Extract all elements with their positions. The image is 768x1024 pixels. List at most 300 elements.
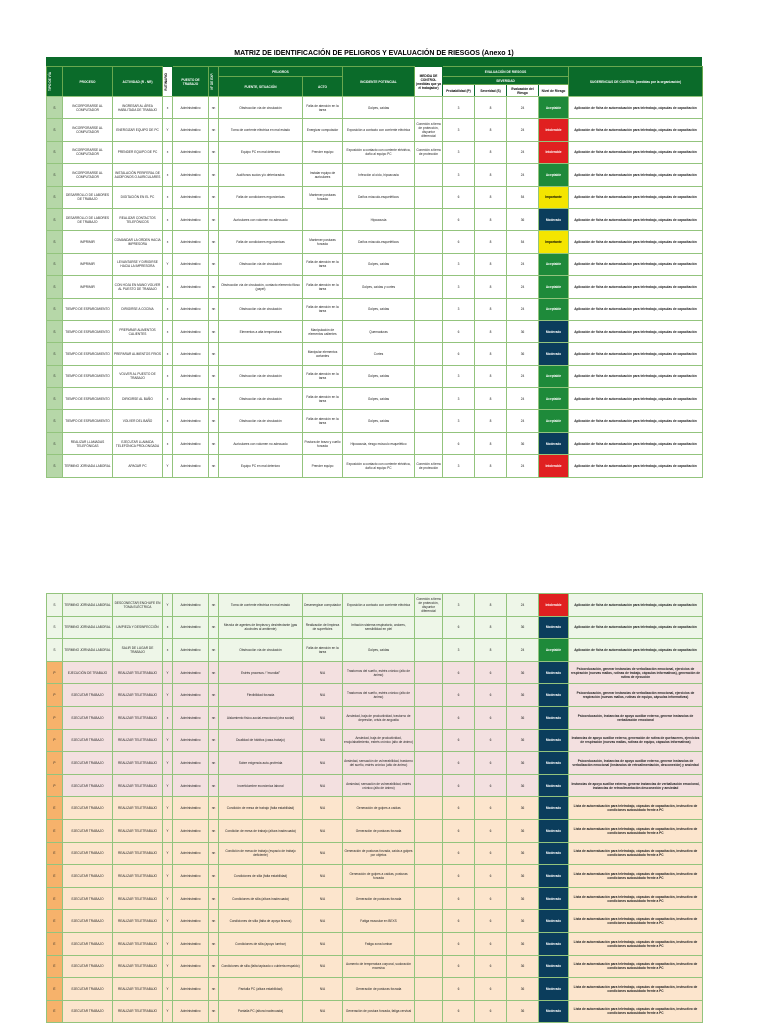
tipo-cell: E xyxy=(47,865,63,888)
nivel-riesgo-cell: Intolerable xyxy=(539,455,569,477)
acto-cell: N/A xyxy=(303,955,343,978)
medida-cell xyxy=(415,164,443,186)
nivel-riesgo-cell: Aceptable xyxy=(539,410,569,432)
proceso-cell: INCORPORARSE AL COMPUTADOR xyxy=(63,141,113,163)
evaluacion-cell: 36 xyxy=(507,955,539,978)
medida-cell xyxy=(415,865,443,888)
severidad-cell: 8 xyxy=(475,253,507,275)
table-row xyxy=(47,932,703,955)
medida-cell xyxy=(415,706,443,729)
puesto-cell: Administrativo xyxy=(173,141,209,163)
proceso-cell: EJECUTAR TRABAJO xyxy=(63,842,113,865)
medida-cell xyxy=(415,388,443,410)
rutinario-cell: x xyxy=(163,97,173,119)
proceso-cell: EJECUTAR TRABAJO xyxy=(63,910,113,933)
probabilidad-cell: 6 xyxy=(443,819,475,842)
incidente-cell: Quemaduras xyxy=(343,320,415,342)
probabilidad-cell: 3 xyxy=(443,298,475,320)
nivel-riesgo-cell: Moderado xyxy=(539,978,569,1001)
evaluacion-cell: 36 xyxy=(507,706,539,729)
severidad-cell: 8 xyxy=(475,231,507,253)
probabilidad-cell: 6 xyxy=(443,186,475,208)
page-title: MATRIZ DE IDENTIFICACIÓN DE PELIGROS Y EVALUACIÓN DE RIESGOS (Anexo 1) xyxy=(234,50,514,57)
n-exp-cell: nn xyxy=(209,141,219,163)
sugerencia-cell: Aplicación de ficha de autoevaluación para teletrabajo, cápsulas de capacitación xyxy=(569,410,703,432)
medida-cell xyxy=(415,410,443,432)
table-row xyxy=(47,842,703,865)
proceso-cell: TERMINO JORNADA LABORAL xyxy=(63,455,113,477)
n-exp-cell: nn xyxy=(209,253,219,275)
nivel-riesgo-cell: Aceptable xyxy=(539,276,569,298)
probabilidad-cell: 3 xyxy=(443,594,475,617)
probabilidad-cell: 6 xyxy=(443,955,475,978)
evaluacion-cell: 24 xyxy=(507,97,539,119)
proceso-cell: DESARROLLO DE LABORES DE TRABAJO xyxy=(63,208,113,230)
incidente-cell: Golpes, caídas xyxy=(343,298,415,320)
medida-cell xyxy=(415,887,443,910)
tipo-cell: S xyxy=(47,164,63,186)
medida-cell xyxy=(415,186,443,208)
evaluacion-cell: 36 xyxy=(507,819,539,842)
proceso-cell: TIEMPO DE ESPARCIMIENTO xyxy=(63,320,113,342)
risk-table-page-2 xyxy=(46,593,703,1023)
acto-cell: Instalar equipo de auriculares xyxy=(303,164,343,186)
nivel-riesgo-cell: Importante xyxy=(539,231,569,253)
header-eval-riesgo: Evaluación del Riesgo xyxy=(507,85,539,97)
fuente-cell: Obstrucción vía de circulación xyxy=(219,388,303,410)
table-row xyxy=(47,684,703,707)
probabilidad-cell: 6 xyxy=(443,706,475,729)
fuente-cell: Flexibilidad forzada xyxy=(219,684,303,707)
n-exp-cell: nn xyxy=(209,164,219,186)
puesto-cell: Administrativo xyxy=(173,119,209,141)
nivel-riesgo-cell: Aceptable xyxy=(539,298,569,320)
sugerencia-cell: Aplicación de ficha de autoevaluación para teletrabajo, cápsulas de capacitación xyxy=(569,276,703,298)
header-evaluacion: EVALUACIÓN DE RIESGOS xyxy=(443,67,569,77)
tipo-cell: E xyxy=(47,1000,63,1023)
table-row xyxy=(47,1000,703,1023)
n-exp-cell: nn xyxy=(209,320,219,342)
severidad-cell: 8 xyxy=(475,208,507,230)
incidente-cell: Fatiga zona lumbar xyxy=(343,932,415,955)
puesto-cell: Administrativo xyxy=(173,661,209,684)
table-row xyxy=(47,97,703,119)
nivel-riesgo-cell: Aceptable xyxy=(539,639,569,662)
header-probabilidad: Probabilidad (P) xyxy=(443,85,475,97)
medida-cell xyxy=(415,797,443,820)
acto-cell: N/A xyxy=(303,661,343,684)
evaluacion-cell: 36 xyxy=(507,729,539,752)
n-exp-cell: nn xyxy=(209,186,219,208)
nivel-riesgo-cell: Moderado xyxy=(539,684,569,707)
actividad-cell: DESCONECTAR ENCHUFE EN TOMA ELÉCTRICA xyxy=(113,594,163,617)
acto-cell: N/A xyxy=(303,887,343,910)
actividad-cell: CON HOJA EN MANO VOLVER AL PUESTO DE TRABAJO xyxy=(113,276,163,298)
medida-cell xyxy=(415,639,443,662)
acto-cell: Mantener posturas forzada xyxy=(303,231,343,253)
probabilidad-cell: 6 xyxy=(443,616,475,639)
sugerencia-cell: Aplicación de ficha de autoevaluación para teletrabajo, cápsulas de capacitación xyxy=(569,231,703,253)
puesto-cell: Administrativo xyxy=(173,819,209,842)
n-exp-cell: nn xyxy=(209,752,219,775)
table-row xyxy=(47,729,703,752)
n-exp-cell: nn xyxy=(209,910,219,933)
probabilidad-cell: 6 xyxy=(443,797,475,820)
incidente-cell: Generación de posturas forzada xyxy=(343,819,415,842)
actividad-cell: PRENDER EQUIPO DE PC xyxy=(113,141,163,163)
n-exp-cell: nn xyxy=(209,684,219,707)
probabilidad-cell: 6 xyxy=(443,684,475,707)
table-row xyxy=(47,910,703,933)
evaluacion-cell: 24 xyxy=(507,141,539,163)
fuente-cell: Equipo PC en mal deterioro xyxy=(219,141,303,163)
proceso-cell: TIEMPO DE ESPARCIMIENTO xyxy=(63,298,113,320)
n-exp-cell: nn xyxy=(209,1000,219,1023)
table-row xyxy=(47,141,703,163)
evaluacion-cell: 36 xyxy=(507,865,539,888)
header-sev-col: Severidad (S) xyxy=(475,85,507,97)
actividad-cell: REALIZAR TELETRABAJO xyxy=(113,819,163,842)
acto-cell xyxy=(303,208,343,230)
header-puesto: PUESTO DE TRABAJO xyxy=(173,67,209,97)
proceso-cell: INCORPORARSE AL COMPUTADOR xyxy=(63,164,113,186)
fuente-cell: Mezcla de agentes de limpieza y desinfectante (gas alcoholes al ambiente) xyxy=(219,616,303,639)
fuente-cell: Obstrucción vía de circulación xyxy=(219,410,303,432)
medida-cell xyxy=(415,343,443,365)
rutinario-cell: x xyxy=(163,343,173,365)
nivel-riesgo-cell: Moderado xyxy=(539,706,569,729)
nivel-riesgo-cell: Intolerable xyxy=(539,119,569,141)
table-row xyxy=(47,231,703,253)
evaluacion-cell: 24 xyxy=(507,253,539,275)
actividad-cell: REALIZAR TELETRABAJO xyxy=(113,910,163,933)
table-row xyxy=(47,253,703,275)
tipo-cell: S xyxy=(47,186,63,208)
severidad-cell: 8 xyxy=(475,298,507,320)
evaluacion-cell: 36 xyxy=(507,978,539,1001)
tipo-cell: E xyxy=(47,842,63,865)
probabilidad-cell: 3 xyxy=(443,253,475,275)
probabilidad-cell: 6 xyxy=(443,910,475,933)
nivel-riesgo-cell: Moderado xyxy=(539,661,569,684)
actividad-cell: REALIZAR TELETRABAJO xyxy=(113,661,163,684)
fuente-cell: Obstrucción vía de circulación xyxy=(219,298,303,320)
nivel-riesgo-cell: Moderado xyxy=(539,932,569,955)
sugerencia-cell: Aplicación de ficha de autoevaluación para teletrabajo, cápsulas de capacitación xyxy=(569,388,703,410)
nivel-riesgo-cell: Moderado xyxy=(539,752,569,775)
n-exp-cell: nn xyxy=(209,797,219,820)
sugerencia-cell: Lista de autoevaluación para teletrabajo, cápsulas de capacitación, instructivo de condiciones autocuidado frente a PC xyxy=(569,932,703,955)
nivel-riesgo-cell: Intolerable xyxy=(539,594,569,617)
severidad-cell: 8 xyxy=(475,639,507,662)
tipo-cell: E xyxy=(47,819,63,842)
actividad-cell: VOLVER DEL BAÑO xyxy=(113,410,163,432)
incidente-cell: Exposición a contacto con corriente eléctrica xyxy=(343,594,415,617)
medida-cell xyxy=(415,661,443,684)
proceso-cell: EJECUTAR TRABAJO xyxy=(63,774,113,797)
actividad-cell: REALIZAR TELETRABAJO xyxy=(113,706,163,729)
evaluacion-cell: 24 xyxy=(507,365,539,387)
puesto-cell: Administrativo xyxy=(173,774,209,797)
severidad-cell: 8 xyxy=(475,164,507,186)
medida-cell xyxy=(415,253,443,275)
medida-cell: Conexión a tierra de protección xyxy=(415,455,443,477)
acto-cell: N/A xyxy=(303,706,343,729)
actividad-cell: DIRIGIRSE A COCINA xyxy=(113,298,163,320)
sugerencia-cell: Aplicación de ficha de autoevaluación para teletrabajo, cápsulas de capacitación xyxy=(569,141,703,163)
proceso-cell: EJECUTAR TRABAJO xyxy=(63,819,113,842)
sugerencia-cell: Psicoeducación, Instancias de apoyo auxiliar externo, generar instancias de verbalización emocional (instancias de retroalimentación, desconexión) y ansiedad xyxy=(569,752,703,775)
fuente-cell: Condiciones de silla (falta de apoya brazos) xyxy=(219,910,303,933)
fuente-cell xyxy=(219,343,303,365)
proceso-cell: DESARROLLO DE LABORES DE TRABAJO xyxy=(63,186,113,208)
probabilidad-cell: 6 xyxy=(443,320,475,342)
severidad-cell: 6 xyxy=(475,842,507,865)
actividad-cell: REALIZAR TELETRABAJO xyxy=(113,955,163,978)
table-row xyxy=(47,388,703,410)
severidad-cell: 8 xyxy=(475,186,507,208)
incidente-cell: Hipoacusia xyxy=(343,208,415,230)
puesto-cell: Administrativo xyxy=(173,887,209,910)
n-exp-cell: nn xyxy=(209,455,219,477)
proceso-cell: TIEMPO DE ESPARCIMIENTO xyxy=(63,365,113,387)
probabilidad-cell: 6 xyxy=(443,774,475,797)
acto-cell: Energizar computador xyxy=(303,119,343,141)
severidad-cell: 6 xyxy=(475,819,507,842)
probabilidad-cell: 6 xyxy=(443,1000,475,1023)
fuente-cell: Condiciones de silla (falta estabilidad) xyxy=(219,865,303,888)
rutinario-cell: x xyxy=(163,432,173,454)
incidente-cell: Trastornos del sueño, estrés crónico (alto de ánimo) xyxy=(343,684,415,707)
severidad-cell: 8 xyxy=(475,320,507,342)
proceso-cell: EJECUTAR TRABAJO xyxy=(63,932,113,955)
acto-cell: N/A xyxy=(303,910,343,933)
n-exp-cell: nn xyxy=(209,231,219,253)
rutinario-cell: Y xyxy=(163,887,173,910)
n-exp-cell: nn xyxy=(209,432,219,454)
medida-cell xyxy=(415,774,443,797)
sugerencia-cell: Aplicación de ficha de autoevaluación para teletrabajo, cápsulas de capacitación xyxy=(569,365,703,387)
sugerencia-cell: Psicoeducación, generar instancias de verbalización emocional, ejercicios de respiración (nuevas mallas, rutinas de equipo, cápsulas informativas) xyxy=(569,684,703,707)
severidad-cell: 6 xyxy=(475,729,507,752)
table-row xyxy=(47,819,703,842)
medida-cell xyxy=(415,97,443,119)
header-peligros: PELIGROS xyxy=(219,67,343,77)
probabilidad-cell: 6 xyxy=(443,432,475,454)
severidad-cell: 6 xyxy=(475,1000,507,1023)
medida-cell xyxy=(415,819,443,842)
tipo-cell: S xyxy=(47,455,63,477)
tipo-cell: E xyxy=(47,932,63,955)
actividad-cell: ENERGIZAR EQUIPO DE PC xyxy=(113,119,163,141)
medida-cell: Conexión a tierra de protección xyxy=(415,141,443,163)
table-row xyxy=(47,706,703,729)
severidad-cell: 8 xyxy=(475,343,507,365)
table-row xyxy=(47,320,703,342)
sugerencia-cell: Aplicación de ficha de autoevaluación para teletrabajo, cápsulas de capacitación xyxy=(569,320,703,342)
fuente-cell: Falta de condiciones ergonómicas xyxy=(219,231,303,253)
probabilidad-cell: 6 xyxy=(443,978,475,1001)
medida-cell xyxy=(415,616,443,639)
sugerencia-cell: Lista de autoevaluación para teletrabajo, cápsulas de capacitación, instructivo de condiciones autocuidado frente a PC xyxy=(569,819,703,842)
header-severidad: SEVERIDAD xyxy=(443,77,569,85)
tipo-cell: S xyxy=(47,320,63,342)
incidente-cell: Generación de golpes a caídas, posturas forzada xyxy=(343,865,415,888)
table-row xyxy=(47,955,703,978)
severidad-cell: 6 xyxy=(475,955,507,978)
nivel-riesgo-cell: Moderado xyxy=(539,797,569,820)
severidad-cell: 8 xyxy=(475,365,507,387)
rutinario-cell: x xyxy=(163,141,173,163)
n-exp-cell: nn xyxy=(209,119,219,141)
proceso-cell: EJECUTAR TRABAJO xyxy=(63,706,113,729)
fuente-cell: Toma de corriente eléctrica en mal estado xyxy=(219,119,303,141)
probabilidad-cell: 6 xyxy=(443,887,475,910)
table-row xyxy=(47,616,703,639)
probabilidad-cell: 3 xyxy=(443,276,475,298)
table-row xyxy=(47,276,703,298)
evaluacion-cell: 36 xyxy=(507,661,539,684)
probabilidad-cell: 6 xyxy=(443,231,475,253)
actividad-cell: VOLVER AL PUESTO DE TRABAJO xyxy=(113,365,163,387)
proceso-cell: EJECUTAR TRABAJO xyxy=(63,1000,113,1023)
fuente-cell: Condiciones de silla (apoyo lumbar) xyxy=(219,932,303,955)
acto-cell: N/A xyxy=(303,865,343,888)
tipo-cell: S xyxy=(47,343,63,365)
proceso-cell: EJECUCIÓN DE TRABAJO xyxy=(63,661,113,684)
probabilidad-cell: 6 xyxy=(443,208,475,230)
nivel-riesgo-cell: Aceptable xyxy=(539,97,569,119)
n-exp-cell: nn xyxy=(209,978,219,1001)
puesto-cell: Administrativo xyxy=(173,97,209,119)
acto-cell: Falta de atención en la tarea xyxy=(303,276,343,298)
n-exp-cell: nn xyxy=(209,276,219,298)
fuente-cell: Dualidad de hábitos (casa-trabajo) xyxy=(219,729,303,752)
puesto-cell: Administrativo xyxy=(173,298,209,320)
tipo-cell: S xyxy=(47,119,63,141)
rutinario-cell: Y xyxy=(163,684,173,707)
medida-cell xyxy=(415,955,443,978)
fuente-cell: Obstrucción vía de circulación, contacto elemento filoso (papel) xyxy=(219,276,303,298)
n-exp-cell: nn xyxy=(209,865,219,888)
severidad-cell: 6 xyxy=(475,865,507,888)
tipo-cell: S xyxy=(47,141,63,163)
puesto-cell: Administrativo xyxy=(173,1000,209,1023)
severidad-cell: 8 xyxy=(475,432,507,454)
medida-cell xyxy=(415,320,443,342)
rutinario-cell: Y xyxy=(163,910,173,933)
sugerencia-cell: Psicoeducación, Instancias de apoyo auxiliar externo, generar instancias de verbalización emocional xyxy=(569,706,703,729)
severidad-cell: 6 xyxy=(475,661,507,684)
rutinario-cell: Y xyxy=(163,729,173,752)
incidente-cell: Generación de posturas forzada, caída a golpes por objetos xyxy=(343,842,415,865)
probabilidad-cell: 6 xyxy=(443,752,475,775)
sugerencia-cell: Aplicación de ficha de autoevaluación para teletrabajo, cápsulas de capacitación xyxy=(569,164,703,186)
acto-cell: Falta de atención en la tarea xyxy=(303,253,343,275)
tipo-cell: E xyxy=(47,910,63,933)
n-exp-cell: nn xyxy=(209,208,219,230)
rutinario-cell: Y xyxy=(163,119,173,141)
tipo-cell: S xyxy=(47,616,63,639)
evaluacion-cell: 36 xyxy=(507,320,539,342)
puesto-cell: Administrativo xyxy=(173,706,209,729)
severidad-cell: 8 xyxy=(475,276,507,298)
nivel-riesgo-cell: Moderado xyxy=(539,774,569,797)
incidente-cell: Ansiedad, sensación de vulnerabilidad, trastorno del sueño, estrés crónico (alto de ánimo) xyxy=(343,752,415,775)
n-exp-cell: nn xyxy=(209,661,219,684)
nivel-riesgo-cell: Moderado xyxy=(539,1000,569,1023)
sugerencia-cell: Aplicación de ficha de autoevaluación para teletrabajo, cápsulas de capacitación xyxy=(569,432,703,454)
evaluacion-cell: 24 xyxy=(507,410,539,432)
severidad-cell: 6 xyxy=(475,684,507,707)
incidente-cell: Generación de posturas forzada xyxy=(343,887,415,910)
tipo-cell: S xyxy=(47,594,63,617)
acto-cell: N/A xyxy=(303,684,343,707)
table-row xyxy=(47,365,703,387)
medida-cell xyxy=(415,298,443,320)
sugerencia-cell: Aplicación de ficha de autoevaluación para teletrabajo, cápsulas de capacitación xyxy=(569,298,703,320)
fuente-cell: Obstrucción vía de circulación xyxy=(219,365,303,387)
evaluacion-cell: 36 xyxy=(507,432,539,454)
puesto-cell: Administrativo xyxy=(173,231,209,253)
actividad-cell: REALIZAR TELETRABAJO xyxy=(113,1000,163,1023)
fuente-cell: Sobre exigencia auto-proferida xyxy=(219,752,303,775)
nivel-riesgo-cell: Importante xyxy=(539,186,569,208)
rutinario-cell: Y xyxy=(163,1000,173,1023)
incidente-cell: Generación de posturas forzada xyxy=(343,978,415,1001)
nivel-riesgo-cell: Moderado xyxy=(539,320,569,342)
nivel-riesgo-cell: Moderado xyxy=(539,432,569,454)
fuente-cell: Pantalla PC (altura inadecuada) xyxy=(219,1000,303,1023)
sugerencia-cell: Aplicación de ficha de autoevaluación para teletrabajo, cápsulas de capacitación xyxy=(569,639,703,662)
nivel-riesgo-cell: Intolerable xyxy=(539,141,569,163)
medida-cell xyxy=(415,932,443,955)
medida-cell xyxy=(415,208,443,230)
actividad-cell: REALIZAR TELETRABAJO xyxy=(113,887,163,910)
nivel-riesgo-cell: Moderado xyxy=(539,343,569,365)
sugerencia-cell: Lista de autoevaluación para teletrabajo, cápsulas de capacitación, instructivo de condiciones autocuidado frente a PC xyxy=(569,955,703,978)
fuente-cell: Obstrucción vía de circulación xyxy=(219,97,303,119)
rutinario-cell: Y xyxy=(163,661,173,684)
tipo-cell: S xyxy=(47,410,63,432)
puesto-cell: Administrativo xyxy=(173,865,209,888)
incidente-cell: Golpes, caídas xyxy=(343,410,415,432)
proceso-cell: EJECUTAR TRABAJO xyxy=(63,684,113,707)
title-bar xyxy=(46,57,702,66)
evaluacion-cell: 36 xyxy=(507,932,539,955)
probabilidad-cell: 3 xyxy=(443,164,475,186)
tipo-cell: S xyxy=(47,253,63,275)
actividad-cell: EJECUTAR LLAMADA TELEFÓNICA PROLONGADA xyxy=(113,432,163,454)
puesto-cell: Administrativo xyxy=(173,432,209,454)
rutinario-cell: x xyxy=(163,231,173,253)
severidad-cell: 8 xyxy=(475,97,507,119)
acto-cell: N/A xyxy=(303,774,343,797)
fuente-cell: Condición de mesa de trabajo (altura inadecuada) xyxy=(219,819,303,842)
sugerencia-cell: Lista de autoevaluación para teletrabajo, cápsulas de capacitación, instructivo de condiciones autocuidado frente a PC xyxy=(569,978,703,1001)
header-sugerencias: SUGERENCIAS DE CONTROL (medidas por la organización) xyxy=(569,67,703,97)
evaluacion-cell: 24 xyxy=(507,276,539,298)
n-exp-cell: nn xyxy=(209,887,219,910)
puesto-cell: Administrativo xyxy=(173,910,209,933)
incidente-cell: Exposición a contacto con corriente eléctrica xyxy=(343,119,415,141)
acto-cell: N/A xyxy=(303,797,343,820)
medida-cell xyxy=(415,752,443,775)
tipo-cell: P xyxy=(47,774,63,797)
table-row xyxy=(47,186,703,208)
actividad-cell: REALIZAR TELETRABAJO xyxy=(113,978,163,1001)
puesto-cell: Administrativo xyxy=(173,320,209,342)
